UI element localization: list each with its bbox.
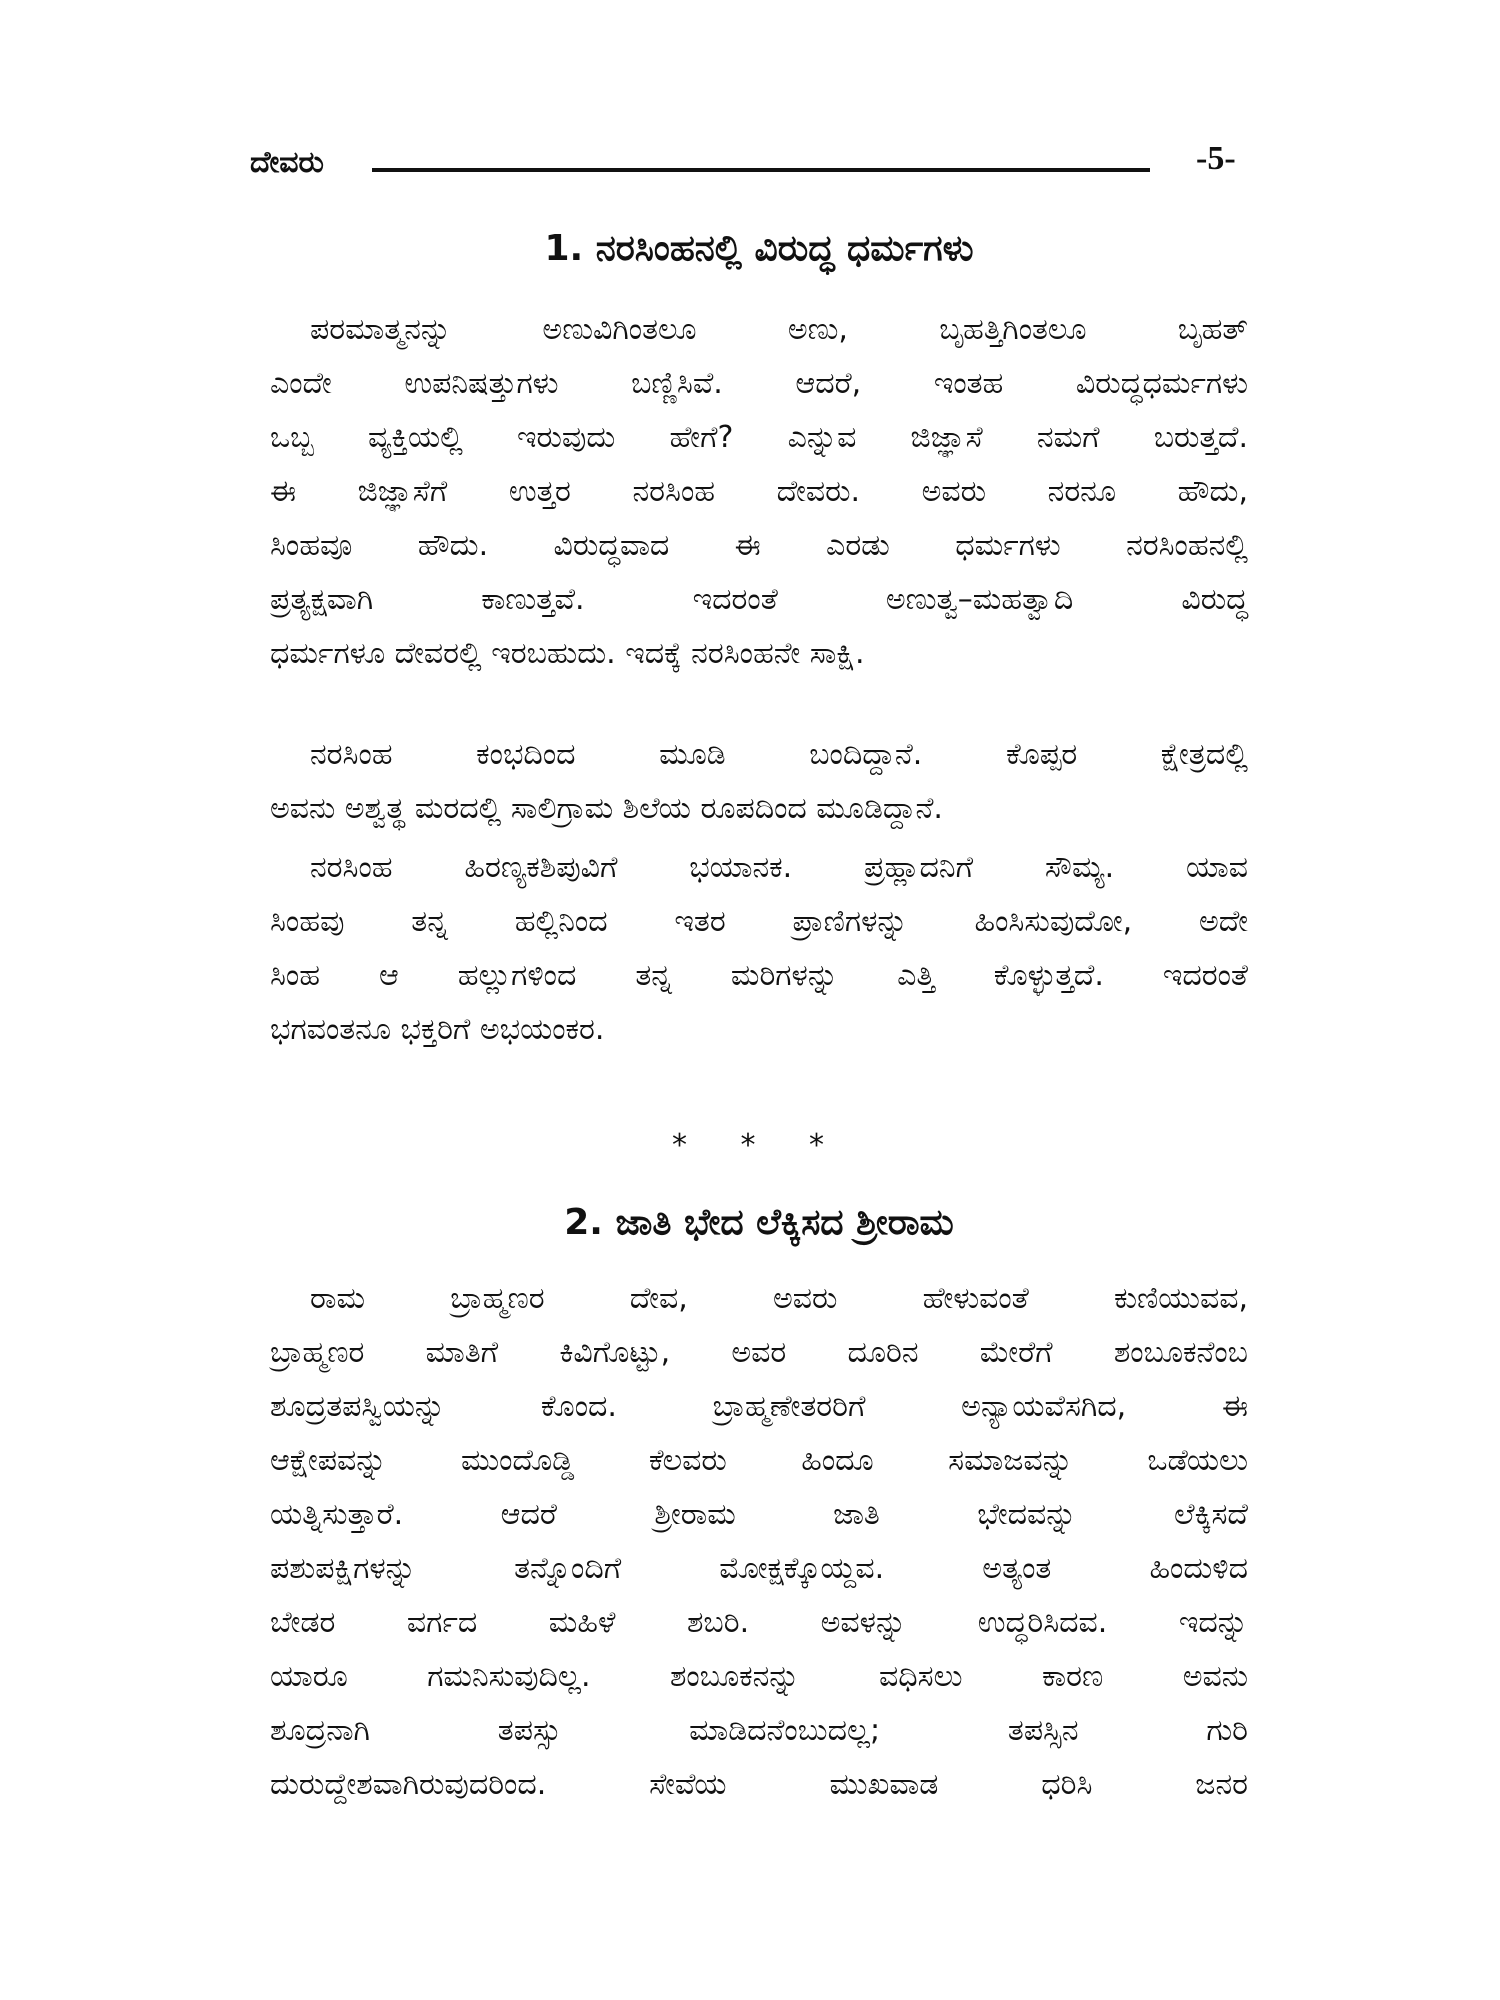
text-line: ಆಕ್ಷೇಪವನ್ನು ಮುಂದೊಡ್ಡಿ ಕೆಲವರು ಹಿಂದೂ ಸಮಾಜವನ್ನು ಒಡೆಯಲು xyxy=(270,1443,1248,1478)
section-1-title: 1. ನರಸಿಂಹನಲ್ಲಿ ವಿರುದ್ಧ ಧರ್ಮಗಳು xyxy=(544,228,974,269)
running-title: ದೇವರು xyxy=(250,145,324,180)
text-line: ಪರಮಾತ್ಮನನ್ನು ಅಣುವಿಗಿಂತಲೂ ಅಣು, ಬೃಹತ್ತಿಗಿಂತಲೂ ಬೃಹತ್ xyxy=(310,312,1248,347)
text-line: ಅವನು ಅಶ್ವತ್ಥ ಮರದಲ್ಲಿ ಸಾಲಿಗ್ರಾಮ ಶಿಲೆಯ ರೂಪದಿಂದ ಮೂಡಿದ್ದಾನೆ. xyxy=(270,791,943,826)
text-line: ಸಿಂಹವೂ ಹೌದು. ವಿರುದ್ಧವಾದ ಈ ಎರಡು ಧರ್ಮಗಳು ನರಸಿಂಹನಲ್ಲಿ xyxy=(270,528,1248,563)
text-line: ಎಂದೇ ಉಪನಿಷತ್ತುಗಳು ಬಣ್ಣಿಸಿವೆ. ಆದರೆ, ಇಂತಹ ವಿರುದ್ಧಧರ್ಮಗಳು xyxy=(270,366,1248,401)
section-2-title: 2. ಜಾತಿ ಭೇದ ಲೆಕ್ಕಿಸದ ಶ್ರೀರಾಮ xyxy=(564,1202,954,1243)
text-line: ಈ ಜಿಜ್ಞಾಸೆಗೆ ಉತ್ತರ ನರಸಿಂಹ ದೇವರು. ಅವರು ನರನೂ ಹೌದು, xyxy=(270,474,1248,509)
text-line: ನರಸಿಂಹ ಹಿರಣ್ಯಕಶಿಪುವಿಗೆ ಭಯಾನಕ. ಪ್ರಹ್ಲಾದನಿಗೆ ಸೌಮ್ಯ. ಯಾವ xyxy=(310,850,1248,885)
section-separator: * * * xyxy=(671,1128,847,1163)
text-line: ಸಿಂಹವು ತನ್ನ ಹಲ್ಲಿನಿಂದ ಇತರ ಪ್ರಾಣಿಗಳನ್ನು ಹಿಂಸಿಸುವುದೋ, ಅದೇ xyxy=(270,904,1248,939)
section-2-paragraph-1 xyxy=(270,1272,1248,1812)
text-line: ಬೇಡರ ವರ್ಗದ ಮಹಿಳೆ ಶಬರಿ. ಅವಳನ್ನು ಉದ್ಧರಿಸಿದವ. ಇದನ್ನು xyxy=(270,1605,1248,1640)
text-line: ಪ್ರತ್ಯಕ್ಷವಾಗಿ ಕಾಣುತ್ತವೆ. ಇದರಂತೆ ಅಣುತ್ವ–ಮಹತ್ವಾದಿ ವಿರುದ್ಧ xyxy=(270,582,1248,617)
text-line: ಯಾರೂ ಗಮನಿಸುವುದಿಲ್ಲ. ಶಂಬೂಕನನ್ನು ವಧಿಸಲು ಕಾರಣ ಅವನು xyxy=(270,1659,1248,1694)
section-1-paragraph-1 xyxy=(270,303,1248,681)
text-line: ಶೂದ್ರನಾಗಿ ತಪಸ್ಸು ಮಾಡಿದನೆಂಬುದಲ್ಲ; ತಪಸ್ಸಿನ ಗುರಿ xyxy=(270,1713,1248,1748)
text-line: ಬ್ರಾಹ್ಮಣರ ಮಾತಿಗೆ ಕಿವಿಗೊಟ್ಟು, ಅವರ ದೂರಿನ ಮೇರೆಗೆ ಶಂಬೂಕನೆಂಬ xyxy=(270,1335,1248,1370)
text-line: ಧರ್ಮಗಳೂ ದೇವರಲ್ಲಿ ಇರಬಹುದು. ಇದಕ್ಕೆ ನರಸಿಂಹನೇ ಸಾಕ್ಷಿ. xyxy=(270,636,865,671)
text-line: ಸಿಂಹ ಆ ಹಲ್ಲುಗಳಿಂದ ತನ್ನ ಮರಿಗಳನ್ನು ಎತ್ತಿ ಕೊಳ್ಳುತ್ತದೆ. ಇದರಂತೆ xyxy=(270,958,1248,993)
text-line: ಒಬ್ಬ ವ್ಯಕ್ತಿಯಲ್ಲಿ ಇರುವುದು ಹೇಗೆ? ಎನ್ನುವ ಜಿಜ್ಞಾಸೆ ನಮಗೆ ಬರುತ್ತದೆ. xyxy=(270,420,1248,455)
section-1-paragraph-3 xyxy=(270,841,1248,1057)
page-number: -5- xyxy=(1196,140,1236,177)
text-line: ಪಶುಪಕ್ಷಿಗಳನ್ನು ತನ್ನೊಂದಿಗೆ ಮೋಕ್ಷಕ್ಕೊಯ್ದವ. ಅತ್ಯಂತ ಹಿಂದುಳಿದ xyxy=(270,1551,1248,1586)
section-1-paragraph-2 xyxy=(270,728,1248,836)
text-line: ರಾಮ ಬ್ರಾಹ್ಮಣರ ದೇವ, ಅವರು ಹೇಳುವಂತೆ ಕುಣಿಯುವವ, xyxy=(310,1281,1248,1316)
text-line: ಶೂದ್ರತಪಸ್ವಿಯನ್ನು ಕೊಂದ. ಬ್ರಾಹ್ಮಣೇತರರಿಗೆ ಅನ್ಯಾಯವೆಸಗಿದ, ಈ xyxy=(270,1389,1248,1424)
header-rule xyxy=(372,168,1150,172)
text-line: ಯತ್ನಿಸುತ್ತಾರೆ. ಆದರೆ ಶ್ರೀರಾಮ ಜಾತಿ ಭೇದವನ್ನು ಲೆಕ್ಕಿಸದೆ xyxy=(270,1497,1248,1532)
text-line: ದುರುದ್ದೇಶವಾಗಿರುವುದರಿಂದ. ಸೇವೆಯ ಮುಖವಾಡ ಧರಿಸಿ ಜನರ xyxy=(270,1767,1248,1802)
text-line: ನರಸಿಂಹ ಕಂಭದಿಂದ ಮೂಡಿ ಬಂದಿದ್ದಾನೆ. ಕೊಪ್ಪರ ಕ್ಷೇತ್ರದಲ್ಲಿ xyxy=(310,737,1248,772)
text-line: ಭಗವಂತನೂ ಭಕ್ತರಿಗೆ ಅಭಯಂಕರ. xyxy=(270,1012,605,1047)
